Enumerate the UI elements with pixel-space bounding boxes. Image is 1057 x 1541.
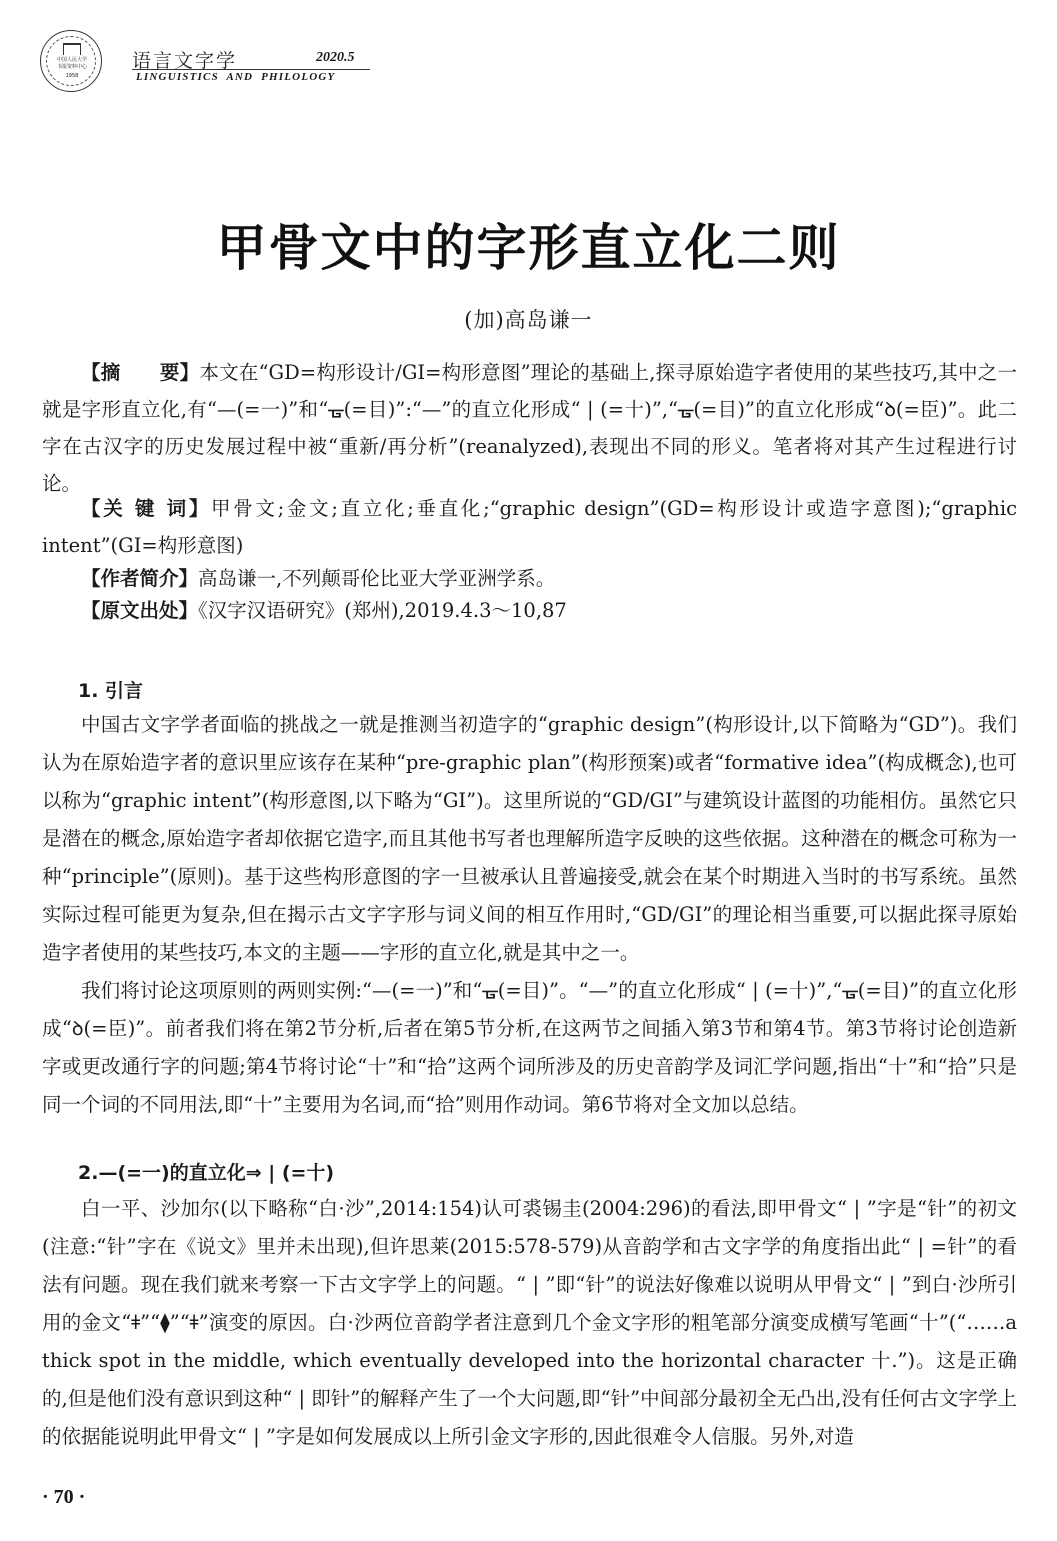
section-1-heading: 1. 引言 <box>78 680 144 702</box>
publisher-seal-logo <box>40 30 102 92</box>
source-label: 【原文出处】 <box>81 599 199 622</box>
section-2-body <box>42 1190 1017 1456</box>
author-bio-label: 【作者简介】 <box>81 567 199 590</box>
seal-emblem-icon <box>63 43 81 55</box>
seal-year: 1958 <box>65 73 79 79</box>
seal-text-cn: 中国人民大学 <box>56 57 87 63</box>
article-title: 甲骨文中的字形直立化二则 <box>216 219 841 277</box>
abstract <box>42 354 1017 502</box>
page-number: · 70 · <box>42 1486 86 1508</box>
header-rule <box>132 69 370 70</box>
keywords-label: 【关 键 词】 <box>81 497 212 520</box>
author-bio-text: 高岛谦一,不列颠哥伦比亚大学亚洲学系。 <box>198 567 556 590</box>
seal-text-cn2: 书报资料中心 <box>56 64 87 70</box>
keywords <box>42 490 1017 564</box>
keywords-text: 甲骨文;金文;直立化;垂直化;“graphic design”(GD=构形设计或造字意图);“graphic intent”(GI=构形意图) <box>42 497 1017 557</box>
source-text: 《汉字汉语研究》(郑州),2019.4.3～10,87 <box>198 599 567 622</box>
abstract-label: 【摘 要】 <box>81 361 200 384</box>
journal-title-cn: 语言文字学 <box>132 50 238 72</box>
section-1-body <box>42 706 1017 1124</box>
article-author: (加)高岛谦一 <box>464 308 593 332</box>
journal-title-en: LINGUISTICS AND PHILOLOGY <box>136 71 336 83</box>
section-2-heading: 2.—(=一)的直立化⇒ | (=十) <box>78 1162 335 1184</box>
abstract-text: 本文在“GD=构形设计/GI=构形意图”理论的基础上,探寻原始造字者使用的某些技巧,其中之一就是字形直立化,有“—(=一)”和“ᚗ(=目)”:“—”的直立化形成“ | (=十)”,“ᚗ(=目)”的直立化形成“ꝺ(=臣)”。此二字在古汉字的历史发展过程中被“重新/再分析”(reanalyzed),表现出不同的形义。笔者将对其产生过程进行讨论。 <box>42 361 1017 495</box>
section-1-paragraph-2: 我们将讨论这项原则的两则实例:“—(=一)”和“ᚗ(=目)”。“—”的直立化形成“ | (=十)”,“ᚗ(=目)”的直立化形成“ꝺ(=臣)”。前者我们将在第2节分析,后者在第5节分析,在这两节之间插入第3节和第4节。第3节将讨论创造新字或更改通行字的问题;第4节将讨论“十”和“拾”这两个词所涉及的历史音韵学及词汇学问题,指出“十”和“拾”只是同一个词的不同用法,即“十”主要用为名词,而“拾”则用作动词。第6节将对全文加以总结。 <box>42 979 1017 1116</box>
journal-header <box>40 30 380 92</box>
section-2-paragraph-1: 白一平、沙加尔(以下略称“白·沙”,2014:154)认可裘锡圭(2004:296)的看法,即甲骨文“ | ”字是“针”的初文(注意:“针”字在《说文》里并未出现),但许思莱(2015:578-579)从音韵学和古文字学的角度指出此“ | =针”的看法有问题。现在我们就来考察一下古文字学上的问题。“ | ”即“针”的说法好像难以说明从甲骨文“ | ”到白·沙所引用的金文“ǂ”“⧫”“ǂ”演变的原因。白·沙两位音韵学者注意到几个金文字形的粗笔部分演变成横写笔画“十”(“……a thick spot in the middle, which eventually developed into the horizontal character 十.”)。这是正确的,但是他们没有意识到这种“ | 即针”的解释产生了一个大问题,即“针”中间部分最初全无凸出,没有任何古文字学上的依据能说明此甲骨文“ | ”字是如何发展成以上所引金文字形的,因此很难令人信服。另外,对造 <box>42 1197 1017 1448</box>
journal-issue: 2020.5 <box>316 50 355 65</box>
section-1-paragraph-1: 中国古文字学者面临的挑战之一就是推测当初造字的“graphic design”(构形设计,以下简略为“GD”)。我们认为在原始造字者的意识里应该存在某种“pre-graphic plan”(构形预案)或者“formative idea”(构成概念),也可以称为“graphic intent”(构形意图,以下略为“GI”)。这里所说的“GD/GI”与建筑设计蓝图的功能相仿。虽然它只是潜在的概念,原始造字者却依据它造字,而且其他书写者也理解所造字反映的这些依据。这种潜在的概念可称为一种“principle”(原则)。基于这些构形意图的字一旦被承认且普遍接受,就会在某个时期进入当时的书写系统。虽然实际过程可能更为复杂,但在揭示古文字字形与词义间的相互作用时,“GD/GI”的理论相当重要,可以据此探寻原始造字者使用的某些技巧,本文的主题——字形的直立化,就是其中之一。 <box>42 713 1017 964</box>
source <box>42 592 1017 629</box>
